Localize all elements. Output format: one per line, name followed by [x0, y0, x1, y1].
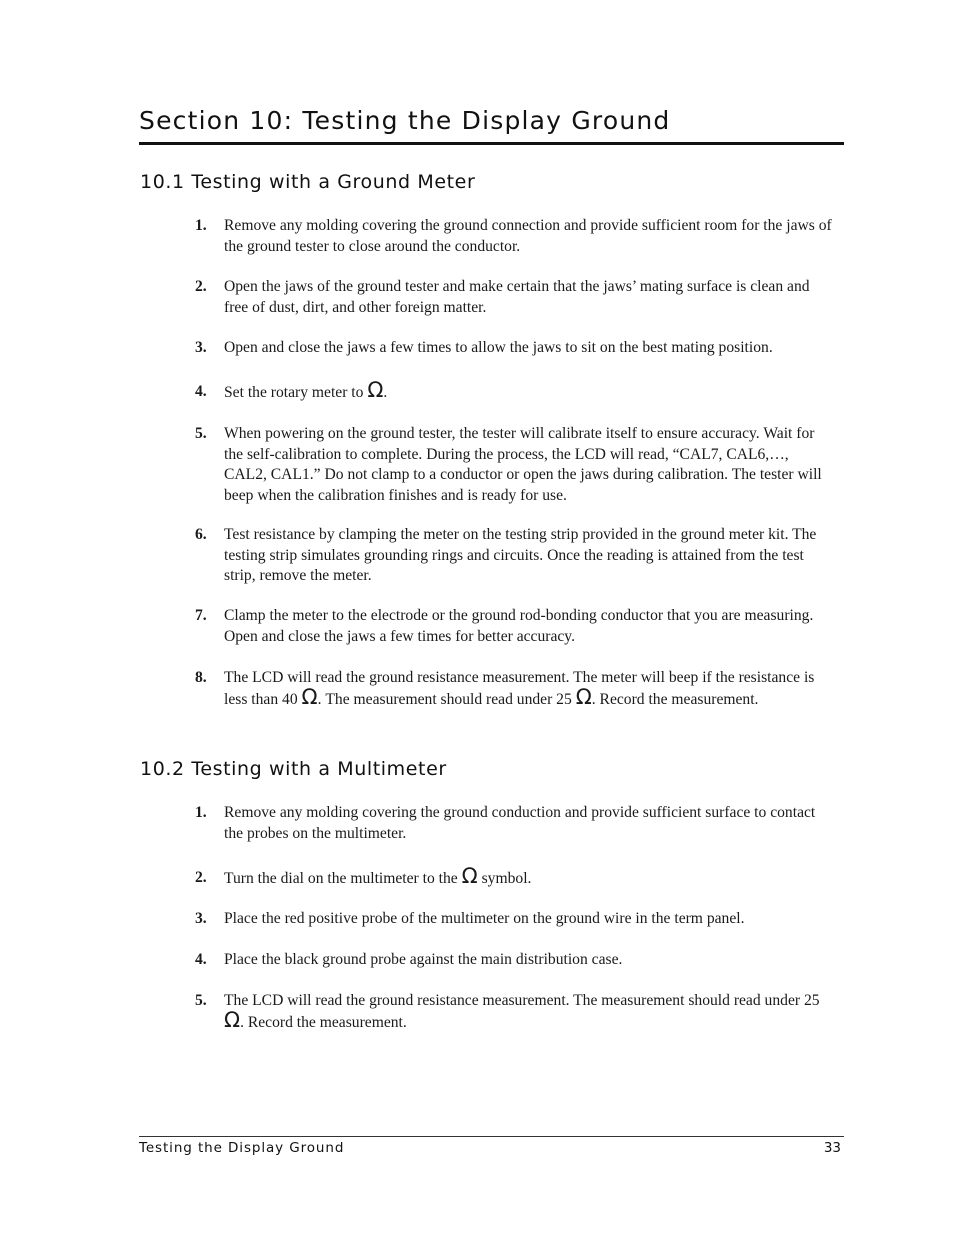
list-item: [195, 216, 835, 257]
step-number: 1.: [195, 217, 207, 234]
step-text: Open and close the jaws a few times to allow the jaws to sit on the best mating position.: [224, 339, 773, 356]
list-item: [195, 338, 835, 359]
step-number: 8.: [195, 669, 207, 686]
ohm-symbol-icon: Ω: [224, 1008, 241, 1032]
step-number: 3.: [195, 339, 207, 356]
ohm-symbol-icon: Ω: [461, 864, 478, 888]
ohm-symbol-icon: Ω: [367, 378, 384, 402]
step-text: [224, 864, 835, 890]
list-item: [195, 525, 835, 587]
list-item: [195, 990, 835, 1034]
step-text: Place the black ground probe against the main distribution case.: [224, 951, 623, 968]
page-number: 33: [823, 1140, 841, 1156]
step-text-part: symbol.: [477, 870, 532, 887]
list-item: [195, 606, 835, 647]
step-text-part: The LCD will read the ground resistance measurement. The measurement should read under 25: [224, 992, 820, 1009]
list-item: [195, 803, 835, 844]
step-text-part: . The measurement should read under 25: [317, 691, 576, 708]
step-number: 7.: [195, 607, 207, 624]
page-title: Section 10: Testing the Display Ground: [139, 106, 671, 135]
step-text-part: . Record the measurement.: [591, 691, 759, 708]
step-text: When powering on the ground tester, the tester will calibrate itself to ensure accuracy. Wait for the self-calibration to complete. During the process, the LCD will read, “CAL7, CAL6,…, CAL2, CAL1.” Do not clamp to a conductor or open the jaws during calibration. The tester will beep when the calibration finishes and is ready for use.: [224, 425, 822, 504]
list-item: [195, 667, 835, 711]
step-number: 5.: [195, 425, 207, 442]
step-number: 6.: [195, 526, 207, 543]
footer-title: Testing the Display Ground: [139, 1140, 345, 1156]
list-item: [195, 378, 835, 404]
footer-rule: [139, 1136, 844, 1137]
step-text: Open the jaws of the ground tester and make certain that the jaws’ mating surface is clean and free of dust, dirt, and other foreign matter.: [224, 278, 810, 316]
step-number: 2.: [195, 278, 207, 295]
step-number: 1.: [195, 804, 207, 821]
step-number: 5.: [195, 992, 207, 1009]
list-item: [195, 864, 835, 890]
step-text-part: Turn the dial on the multimeter to the: [224, 870, 462, 887]
ohm-symbol-icon: Ω: [301, 685, 318, 709]
step-number: 4.: [195, 951, 207, 968]
step-text: Place the red positive probe of the multimeter on the ground wire in the term panel.: [224, 910, 745, 927]
step-number: 3.: [195, 910, 207, 927]
step-text-part: . Record the measurement.: [240, 1014, 407, 1031]
section-heading-10-2: 10.2 Testing with a Multimeter: [140, 758, 447, 780]
step-text-part: .: [383, 384, 388, 401]
step-number: 2.: [195, 869, 207, 886]
title-rule: [139, 142, 844, 145]
section-heading-10-1: 10.1 Testing with a Ground Meter: [140, 171, 476, 193]
list-item: [195, 424, 835, 506]
step-text-part: The LCD will read the ground resistance measurement. The meter will beep if the resistance is less than 40: [224, 669, 815, 708]
step-text-part: Set the rotary meter to: [224, 384, 368, 401]
step-number: 4.: [195, 383, 207, 400]
step-text: Remove any molding covering the ground connection and provide sufficient room for the jaws of the ground tester to close around the conductor.: [224, 217, 832, 255]
step-text: Clamp the meter to the electrode or the ground rod-bonding conductor that you are measuring. Open and close the jaws a few times for better accuracy.: [224, 607, 814, 645]
ohm-symbol-icon: Ω: [575, 685, 592, 709]
list-item: [195, 909, 835, 930]
step-text: Remove any molding covering the ground conduction and provide sufficient surface to contact the probes on the multimeter.: [224, 804, 816, 842]
step-text: [224, 378, 835, 404]
step-text: [224, 667, 835, 711]
list-item: [195, 950, 835, 971]
step-text: [224, 990, 835, 1034]
step-text: Test resistance by clamping the meter on the testing strip provided in the ground meter kit. The testing strip simulates grounding rings and circuits. Once the reading is attained from the test strip, remove the meter.: [224, 526, 817, 584]
list-item: [195, 277, 835, 318]
